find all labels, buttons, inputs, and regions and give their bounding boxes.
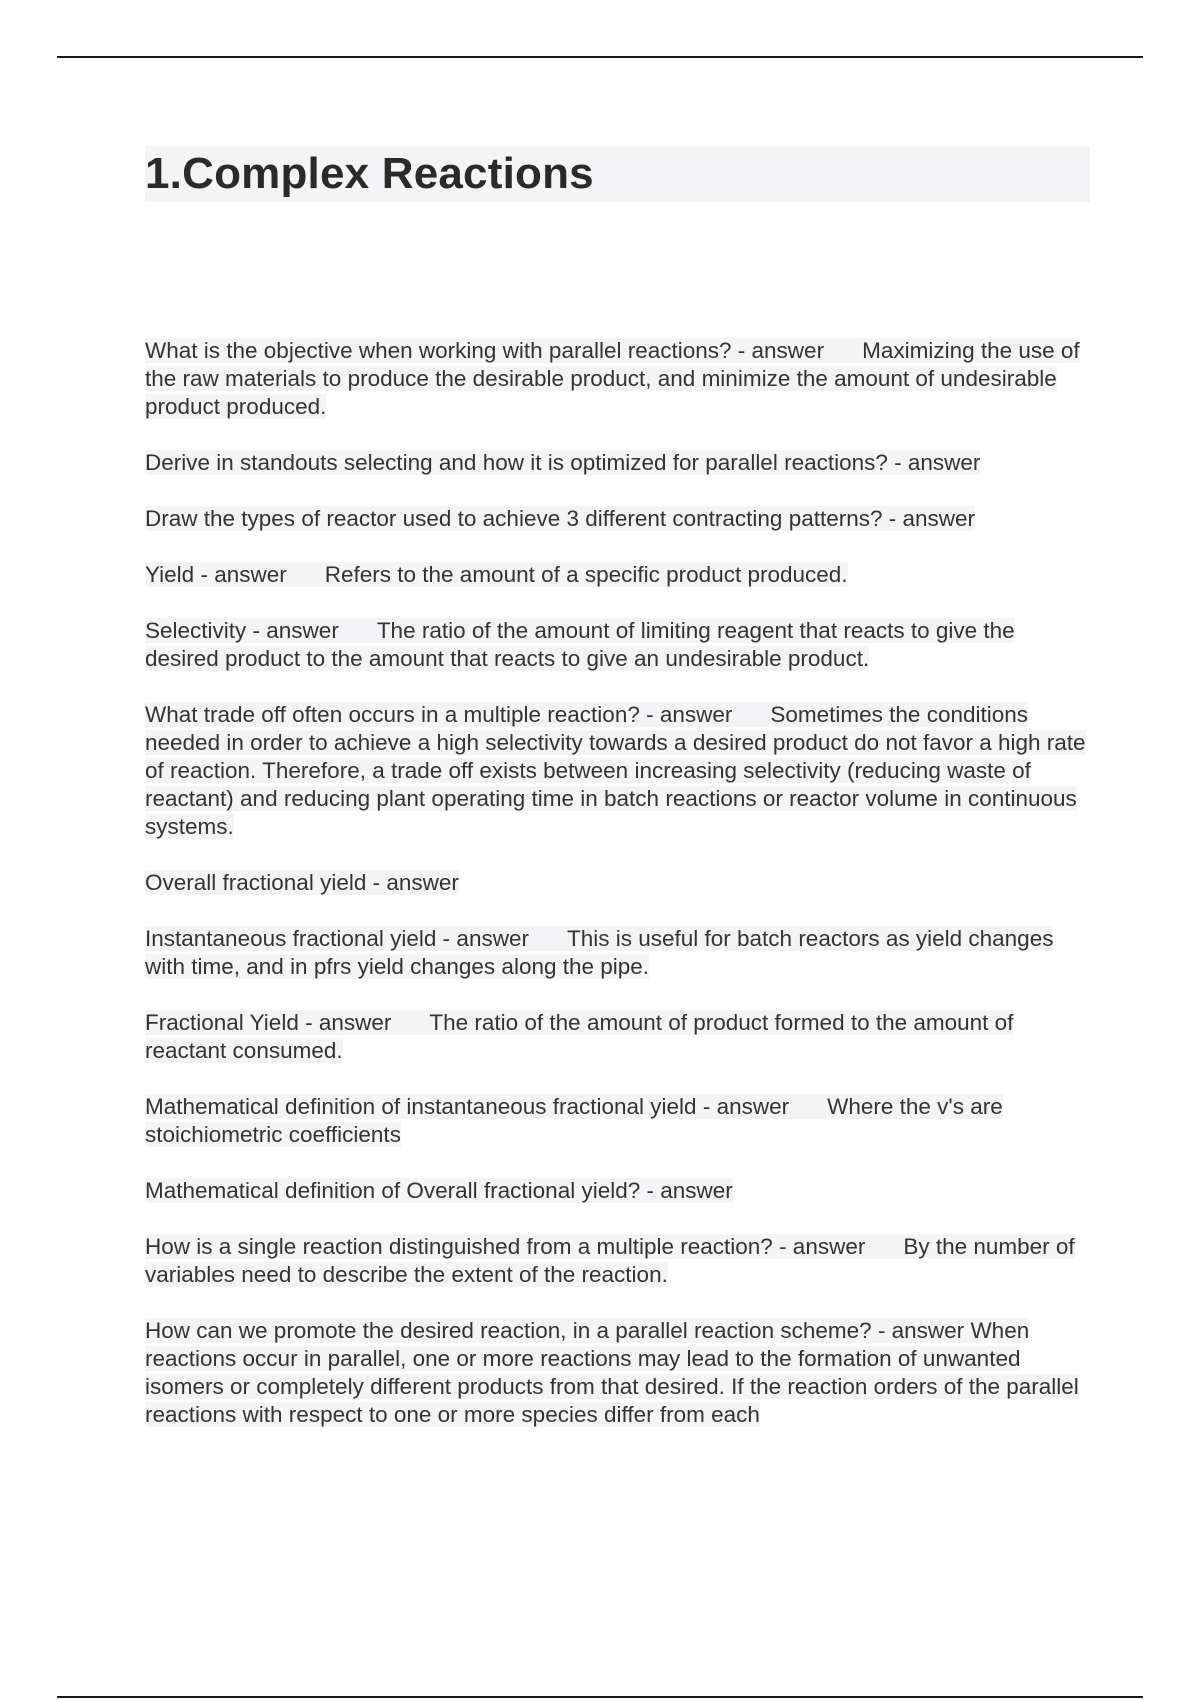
question-text: Instantaneous fractional yield - answer: [145, 926, 529, 951]
question-text: Derive in standouts selecting and how it is optimized for parallel reactions? - answer: [145, 450, 981, 475]
qa-item: [145, 449, 1090, 477]
question-text: How is a single reaction distinguished from a multiple reaction? - answer: [145, 1234, 866, 1259]
qa-item: [145, 561, 1090, 589]
qa-item: [145, 1233, 1090, 1289]
answer-text: Maximizing the use of the raw materials to produce the desirable product, and minimize the amount of undesirable product produced.: [145, 338, 1080, 419]
question-text: Fractional Yield - answer: [145, 1010, 392, 1035]
qa-item: [145, 1177, 1090, 1205]
question-text: Yield - answer: [145, 562, 287, 587]
answer-text: The ratio of the amount of limiting reagent that reacts to give the desired product to the amount that reacts to give an undesirable product.: [145, 618, 1015, 671]
top-rule: [57, 56, 1143, 58]
question-text: Overall fractional yield - answer: [145, 870, 459, 895]
page-title: 1.Complex Reactions: [145, 149, 594, 198]
question-text: Draw the types of reactor used to achieve 3 different contracting patterns? - answer: [145, 506, 976, 531]
qa-item: [145, 1317, 1090, 1429]
question-text: Mathematical definition of Overall fractional yield? - answer: [145, 1178, 733, 1203]
qa-list: [145, 337, 1090, 1457]
qa-item: [145, 617, 1090, 673]
qa-item: [145, 337, 1090, 421]
qa-item: [145, 1009, 1090, 1065]
qa-item: [145, 1093, 1090, 1149]
question-text: What trade off often occurs in a multiple reaction? - answer: [145, 702, 733, 727]
answer-text: Where the v's are stoichiometric coefficients: [145, 1094, 1003, 1147]
bottom-rule: [57, 1696, 1143, 1698]
answer-text: When reactions occur in parallel, one or more reactions may lead to the formation of unwanted isomers or completely different products from that desired. If the reaction orders of the parallel reactions with respect to one or more species differ from each: [145, 1318, 1079, 1427]
question-text: What is the objective when working with parallel reactions? - answer: [145, 338, 825, 363]
qa-item: [145, 505, 1090, 533]
question-text: How can we promote the desired reaction, in a parallel reaction scheme? - answer: [145, 1318, 965, 1343]
qa-item: [145, 869, 1090, 897]
answer-text: Sometimes the conditions needed in order to achieve a high selectivity towards a desired product do not favor a high rate of reaction. Therefore, a trade off exists between increasing selectivity (reducing waste of reactant) and reducing plant operating time in batch reactions or reactor volume in continuous systems.: [145, 702, 1086, 839]
answer-text: Refers to the amount of a specific product produced.: [324, 562, 848, 587]
question-text: Mathematical definition of instantaneous fractional yield - answer: [145, 1094, 790, 1119]
question-text: Selectivity - answer: [145, 618, 339, 643]
answer-text: The ratio of the amount of product formed to the amount of reactant consumed.: [145, 1010, 1014, 1063]
qa-item: [145, 701, 1090, 841]
answer-text: By the number of variables need to describe the extent of the reaction.: [145, 1234, 1075, 1287]
answer-text: This is useful for batch reactors as yield changes with time, and in pfrs yield changes along the pipe.: [145, 926, 1054, 979]
qa-item: [145, 925, 1090, 981]
